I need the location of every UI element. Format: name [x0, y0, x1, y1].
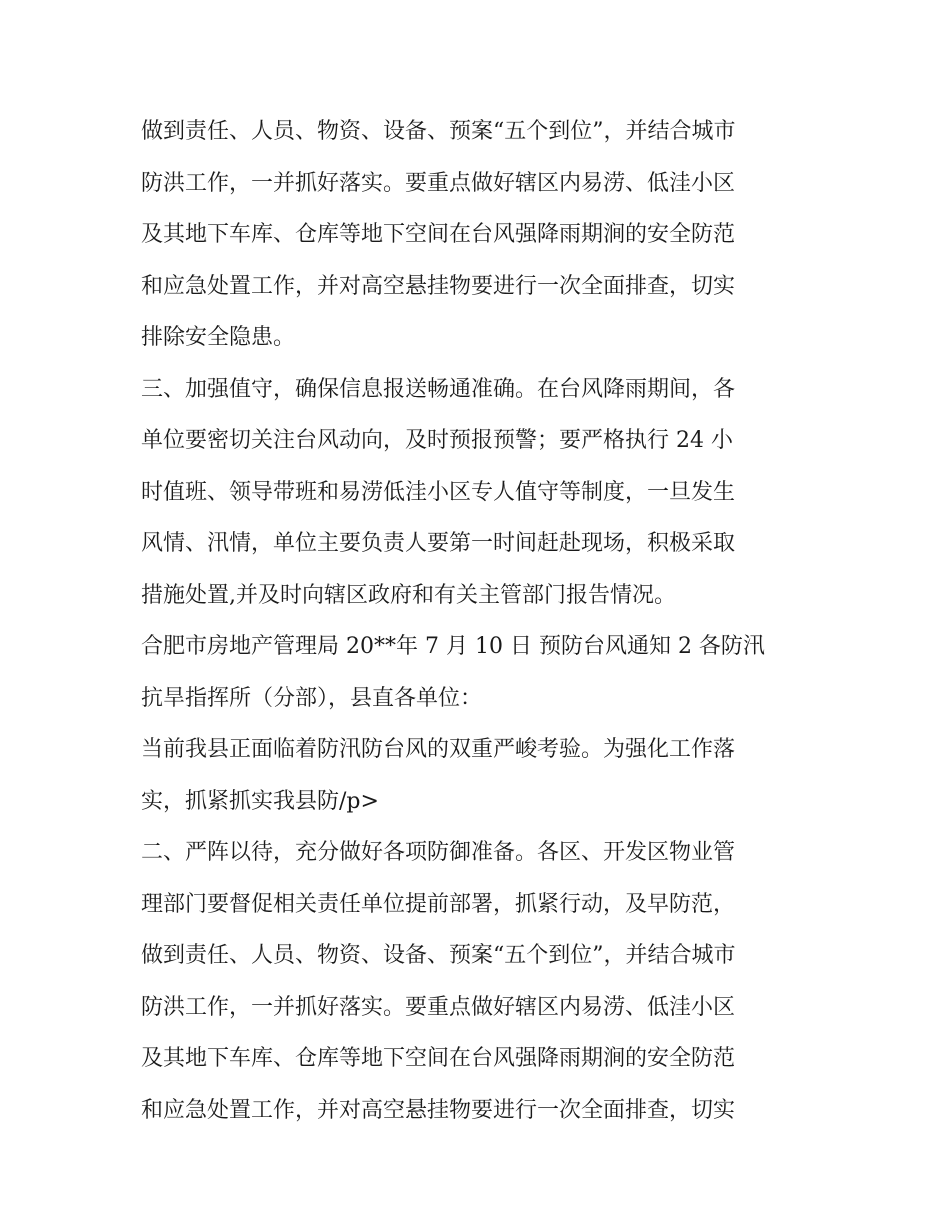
text-line: 及其地下车库、仓库等地下空间在台风强降雨期涧的安全防范: [141, 222, 736, 247]
text-line: 三、加强值守，确保信息报送畅通准确。在台风降雨期间，各: [141, 376, 736, 402]
text-line: 做到责任、人员、物资、设备、预案“五个到位”，并结合城市: [141, 943, 736, 968]
text-line: 单位要密切关注台风动向，及时预报预警；要严格执行 24 小: [141, 428, 733, 453]
text-line: 做到责任、人员、物资、设备、预案“五个到位”，并结合城市: [141, 119, 736, 144]
text-line: 抗旱指挥所（分部），县直各单位：: [141, 685, 483, 711]
text-line: 和应急处置工作，并对高空悬挂物要进行一次全面排查，切实: [141, 1097, 736, 1123]
text-line: 防洪工作，一并抓好落实。要重点做好辖区内易涝、低洼小区: [141, 994, 736, 1020]
text-line: 时值班、领导带班和易涝低洼小区专人值守等制度，一旦发生: [141, 479, 736, 505]
text-line: 风情、汛情，单位主要负责人要第一时间赶赴现场，积极采取: [141, 531, 736, 556]
text-line: 当前我县正面临着防汛防台风的双重严峻考验。为强化工作落: [141, 737, 736, 762]
text-line: 和应急处置工作，并对高空悬挂物要进行一次全面排查，切实: [141, 273, 736, 299]
text-line: 措施处置,并及时向辖区政府和有关主管部门报告情况。: [141, 582, 676, 608]
text-line: 合肥市房地产管理局 20**年 7 月 10 日 预防台风通知 2 各防汛: [141, 634, 765, 659]
document-body: [141, 106, 821, 1136]
text-line: 实，抓紧抓实我县防/p>: [141, 788, 379, 814]
text-line: 二、严阵以待，充分做好各项防御准备。各区、开发区物业管: [141, 840, 736, 865]
text-line: 及其地下车库、仓库等地下空间在台风强降雨期涧的安全防范: [141, 1046, 736, 1071]
text-line: 理部门要督促相关责任单位提前部署，抓紧行动，及早防范，: [141, 891, 736, 917]
text-line: 防洪工作，一并抓好落实。要重点做好辖区内易涝、低洼小区: [141, 170, 736, 196]
text-line: 排除安全隐患。: [141, 325, 296, 350]
